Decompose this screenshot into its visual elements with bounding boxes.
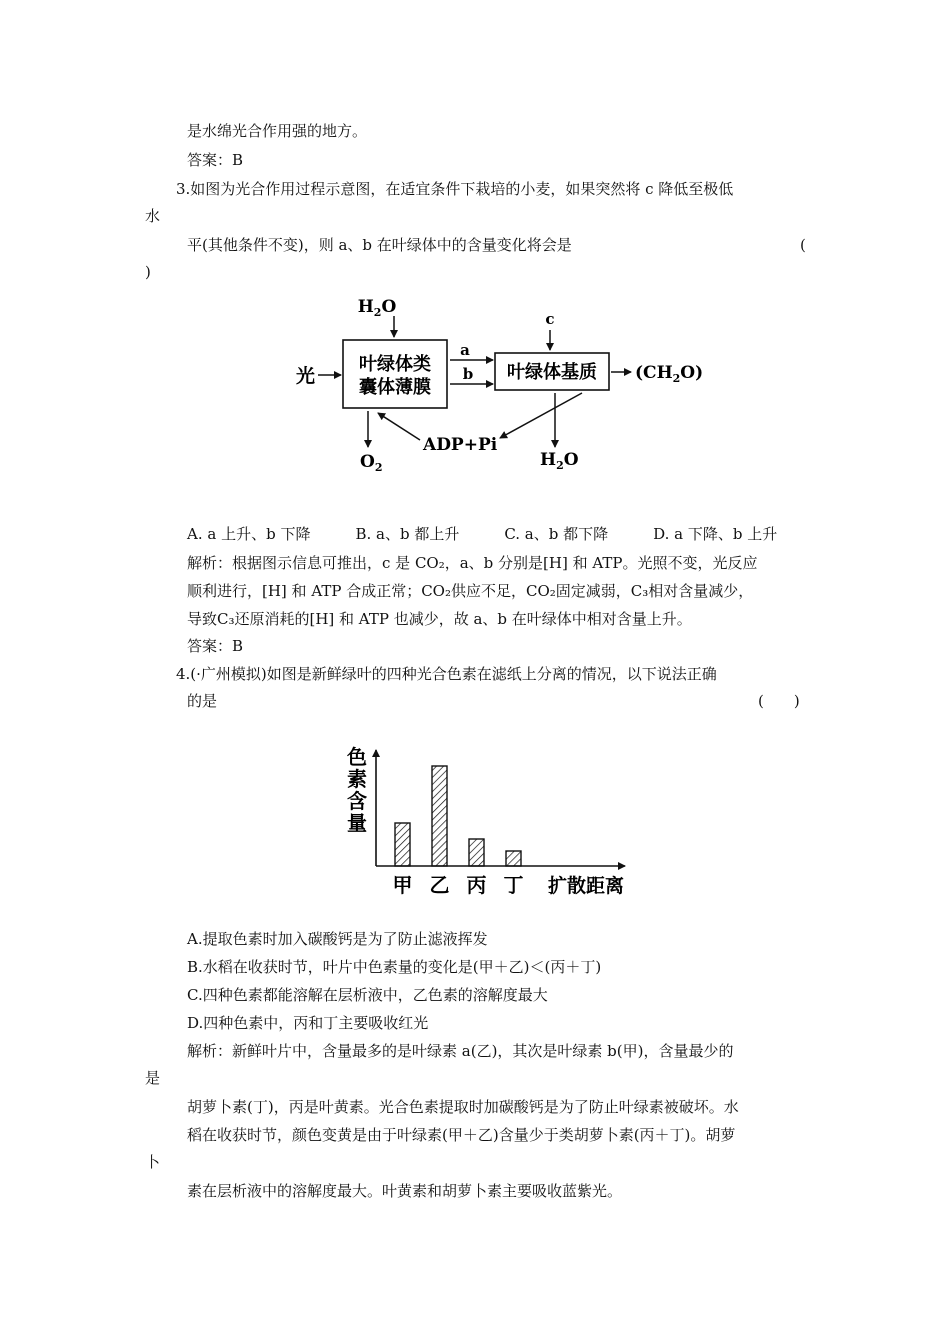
answer-paren: ( [800,236,806,254]
text-line: 的是 [187,692,218,710]
y-axis-label-char: 量 [347,811,367,835]
y-axis-label-char: 素 [347,767,367,791]
product-label: $(CH_2O)$ [635,363,704,385]
o2-label: $O_2$ [360,452,383,474]
explanation-line: 解析：新鲜叶片中，含量最多的是叶绿素 a(乙)，其次是叶绿素 b(甲)，含量最少的 [187,1042,734,1060]
box1-label-line2: 囊体薄膜 [359,377,431,398]
answer-paren: ( ) [758,692,800,710]
answer-line: 答案：B [187,151,244,169]
category-label-3: 丙 [466,873,487,897]
pigment-bar-chart [340,742,640,902]
text-line: 水 [145,207,161,225]
category-label-1: 甲 [392,873,413,897]
light-label: 光 [296,365,316,387]
category-label-2: 乙 [429,873,450,897]
explanation-line: 胡萝卜素(丁)，丙是叶黄素。光合色素提取时加碳酸钙是为了防止叶绿素被破坏。水 [187,1098,739,1116]
text-line: 平(其他条件不变)，则 a、b 在叶绿体中的含量变化将会是 [187,236,572,254]
label-b: b [462,365,474,383]
explanation-line: 卜 [145,1153,161,1171]
explanation-line: 稻在收获时节，颜色变黄是由于叶绿素(甲＋乙)含量少于类胡萝卜素(丙＋丁)。胡萝 [187,1126,736,1144]
y-axis-label-char: 色 [347,745,367,769]
explanation-line: 素在层析液中的溶解度最大。叶黄素和胡萝卜素主要吸收蓝紫光。 [187,1182,623,1200]
y-axis-label [347,745,367,835]
box1-label-line1: 叶绿体类 [359,354,431,375]
y-axis-label-char: 含 [347,789,367,813]
label-c: c [545,310,555,328]
option-line: C.四种色素都能溶解在层析液中，乙色素的溶解度最大 [187,986,548,1004]
explanation-line: 解析：根据图示信息可推出，c 是 CO₂，a、b 分别是[H] 和 ATP。光照不变，光反应 [187,554,758,572]
explanation-line: 顺利进行，[H] 和 ATP 合成正常；CO₂供应不足，CO₂固定减弱，C₃相对含量减少， [187,582,754,600]
label-a: a [460,341,470,359]
photosynthesis-diagram [290,290,710,480]
x-axis-label: 扩散距离 [548,875,625,897]
question-4-line: 4.(·广州模拟)如图是新鲜绿叶的四种光合色素在滤纸上分离的情况，以下说法正确 [176,665,717,683]
option-line: D.四种色素中，丙和丁主要吸收红光 [187,1014,429,1032]
category-label-4: 丁 [503,873,524,897]
option-line: A.提取色素时加入碳酸钙是为了防止滤液挥发 [187,930,488,948]
h2o-bottom-label: $H_2O$ [540,450,579,472]
text-line: 是水绵光合作用强的地方。 [187,122,368,140]
question-3-line: 3.如图为光合作用过程示意图，在适宜条件下栽培的小麦，如果突然将 c 降低至极低 [176,180,734,198]
answer-line: 答案：B [187,637,244,655]
box2-label: 叶绿体基质 [507,362,597,383]
option-line: A. a 上升、b 下降 B. a、b 都上升 C. a、b 都下降 D. a 下降、b 上升 [187,525,778,543]
h2o-top-label: $H_2O$ [357,297,397,319]
bar-2 [432,766,447,866]
explanation-line: 导致C₃还原消耗的[H] 和 ATP 也减少，故 a、b 在叶绿体中相对含量上升。 [187,610,692,628]
adp-pi-label: ADP+Pi [423,435,498,455]
answer-paren: ) [145,263,151,281]
bar-3 [469,839,484,866]
bar-1 [395,823,410,866]
option-line: B.水稻在收获时节，叶片中色素量的变化是(甲＋乙)＜(丙＋丁) [187,958,602,976]
bar-4 [506,851,521,866]
explanation-line: 是 [145,1069,161,1087]
